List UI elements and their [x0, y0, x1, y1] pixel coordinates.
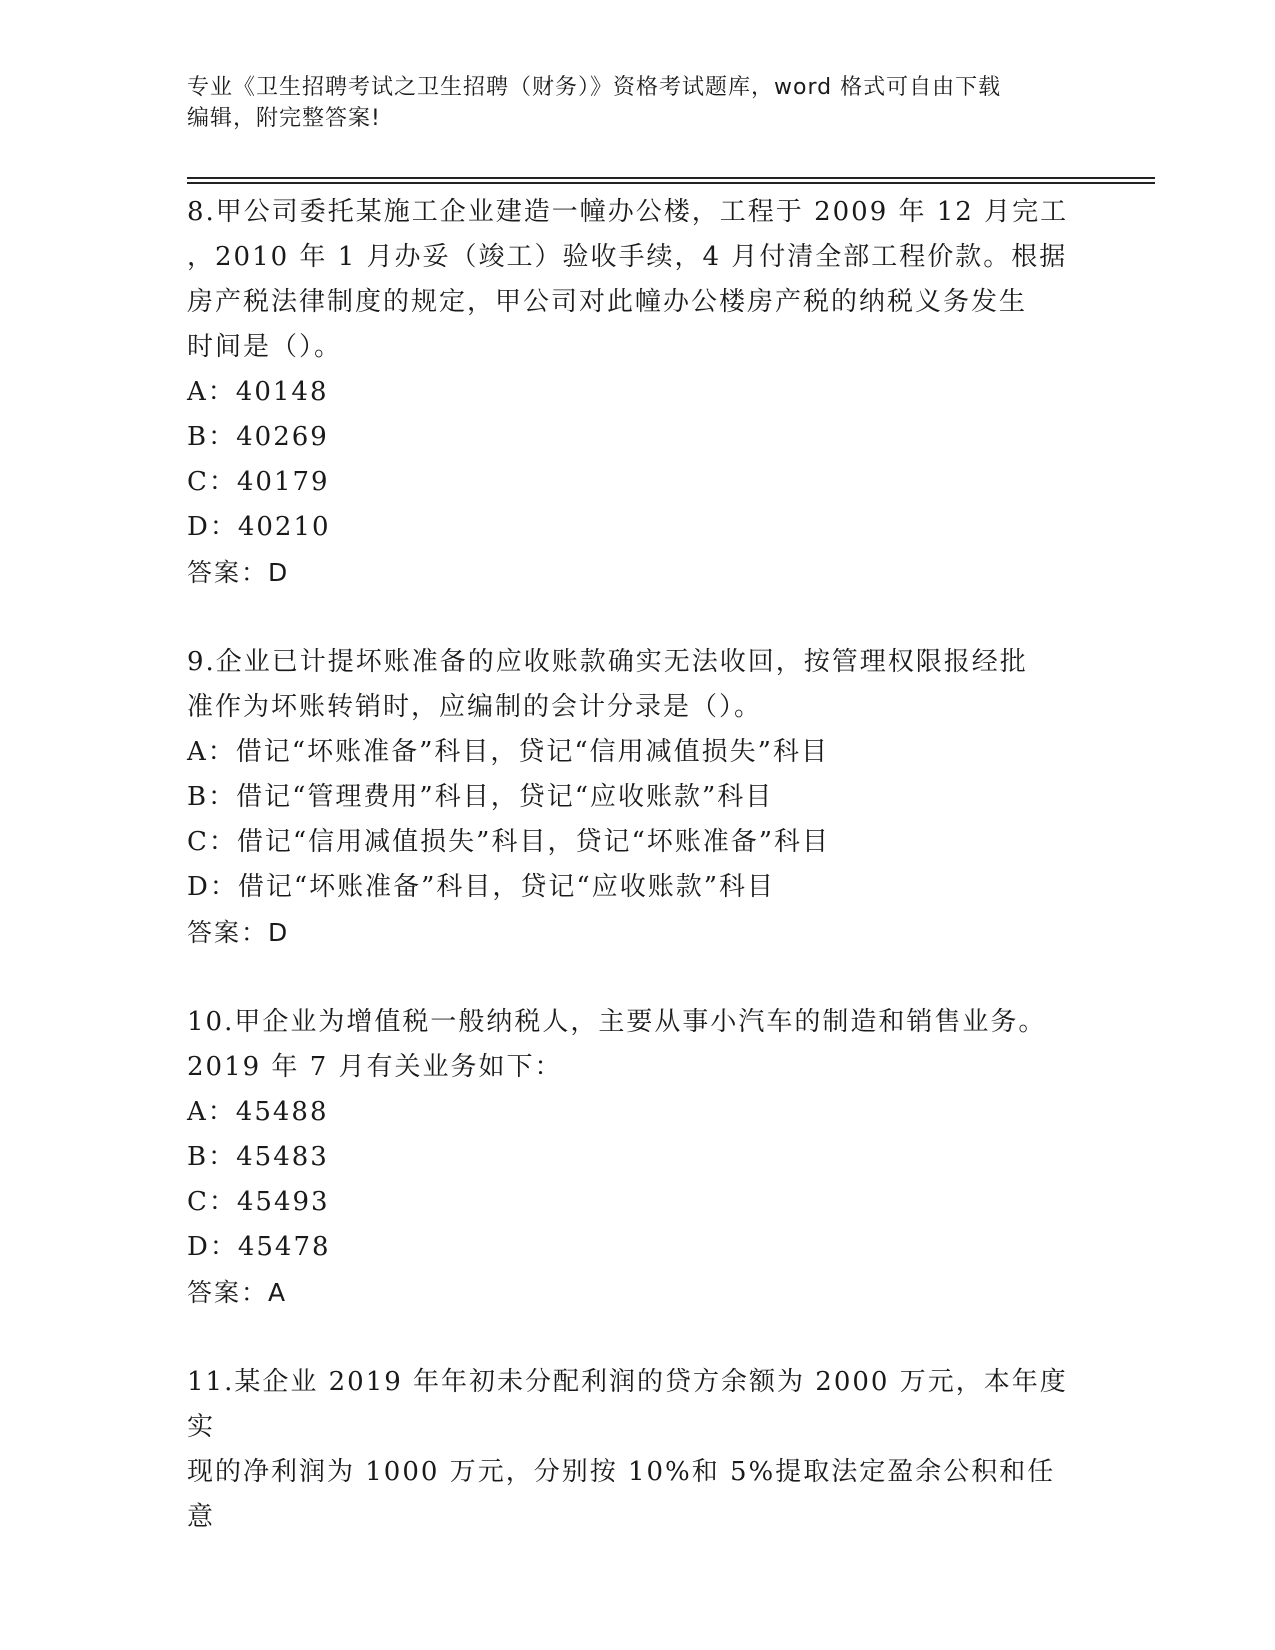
answer: 答案：D — [187, 558, 290, 587]
option-c: C：45493 — [187, 1187, 330, 1217]
option-a: A：45488 — [187, 1097, 329, 1127]
question-stem-line: 房产税法律制度的规定，甲公司对此幢办公楼房产税的纳税义务发生 — [187, 287, 1028, 317]
spacer — [187, 955, 1077, 1000]
question-stem-line: 现的净利润为 1000 万元，分别按 10%和 5%提取法定盈余公积和任意 — [187, 1457, 1056, 1532]
question-stem-line: 9.企业已计提坏账准备的应收账款确实无法收回，按管理权限报经批 — [187, 647, 1028, 677]
option-d: D：借记“坏账准备”科目，贷记“应收账款”科目 — [187, 872, 776, 902]
answer: 答案：A — [187, 1278, 288, 1307]
spacer — [187, 595, 1077, 640]
question-block — [187, 1000, 1077, 1315]
spacer — [187, 1315, 1077, 1360]
question-stem-line: 8.甲公司委托某施工企业建造一幢办公楼，工程于 2009 年 12 月完工 — [187, 197, 1069, 227]
question-stem-line: 11.某企业 2019 年年初未分配利润的贷方余额为 2000 万元，本年度实 — [187, 1367, 1068, 1442]
question-block — [187, 640, 1077, 955]
option-a: A：40148 — [187, 377, 329, 407]
document-header — [187, 72, 1087, 134]
option-b: B：借记“管理费用”科目，贷记“应收账款”科目 — [187, 782, 774, 812]
question-stem-line: ，2010 年 1 月办妥（竣工）验收手续，4 月付清全部工程价款。根据 — [187, 242, 1068, 272]
header-line-2: 编辑，附完整答案! — [187, 106, 381, 131]
question-stem-line: 准作为坏账转销时，应编制的会计分录是（）。 — [187, 692, 763, 722]
option-a: A：借记“坏账准备”科目，贷记“信用减值损失”科目 — [187, 737, 829, 767]
question-block — [187, 1360, 1077, 1540]
option-b: B：40269 — [187, 422, 329, 452]
option-c: C：40179 — [187, 467, 330, 497]
header-rule-top — [187, 177, 1155, 179]
header-rule-bottom — [187, 182, 1155, 184]
question-stem-line: 时间是（）。 — [187, 332, 343, 362]
option-d: D：40210 — [187, 512, 331, 542]
answer: 答案：D — [187, 918, 290, 947]
question-list — [187, 190, 1077, 1540]
question-block — [187, 190, 1077, 595]
question-stem-line: 2019 年 7 月有关业务如下： — [187, 1052, 563, 1082]
question-stem-line: 10.甲企业为增值税一般纳税人，主要从事小汽车的制造和销售业务。 — [187, 1007, 1047, 1037]
option-d: D：45478 — [187, 1232, 331, 1262]
option-c: C：借记“信用减值损失”科目，贷记“坏账准备”科目 — [187, 827, 831, 857]
header-line-1: 专业《卫生招聘考试之卫生招聘（财务）》资格考试题库，word 格式可自由下载 — [187, 75, 1002, 100]
option-b: B：45483 — [187, 1142, 329, 1172]
